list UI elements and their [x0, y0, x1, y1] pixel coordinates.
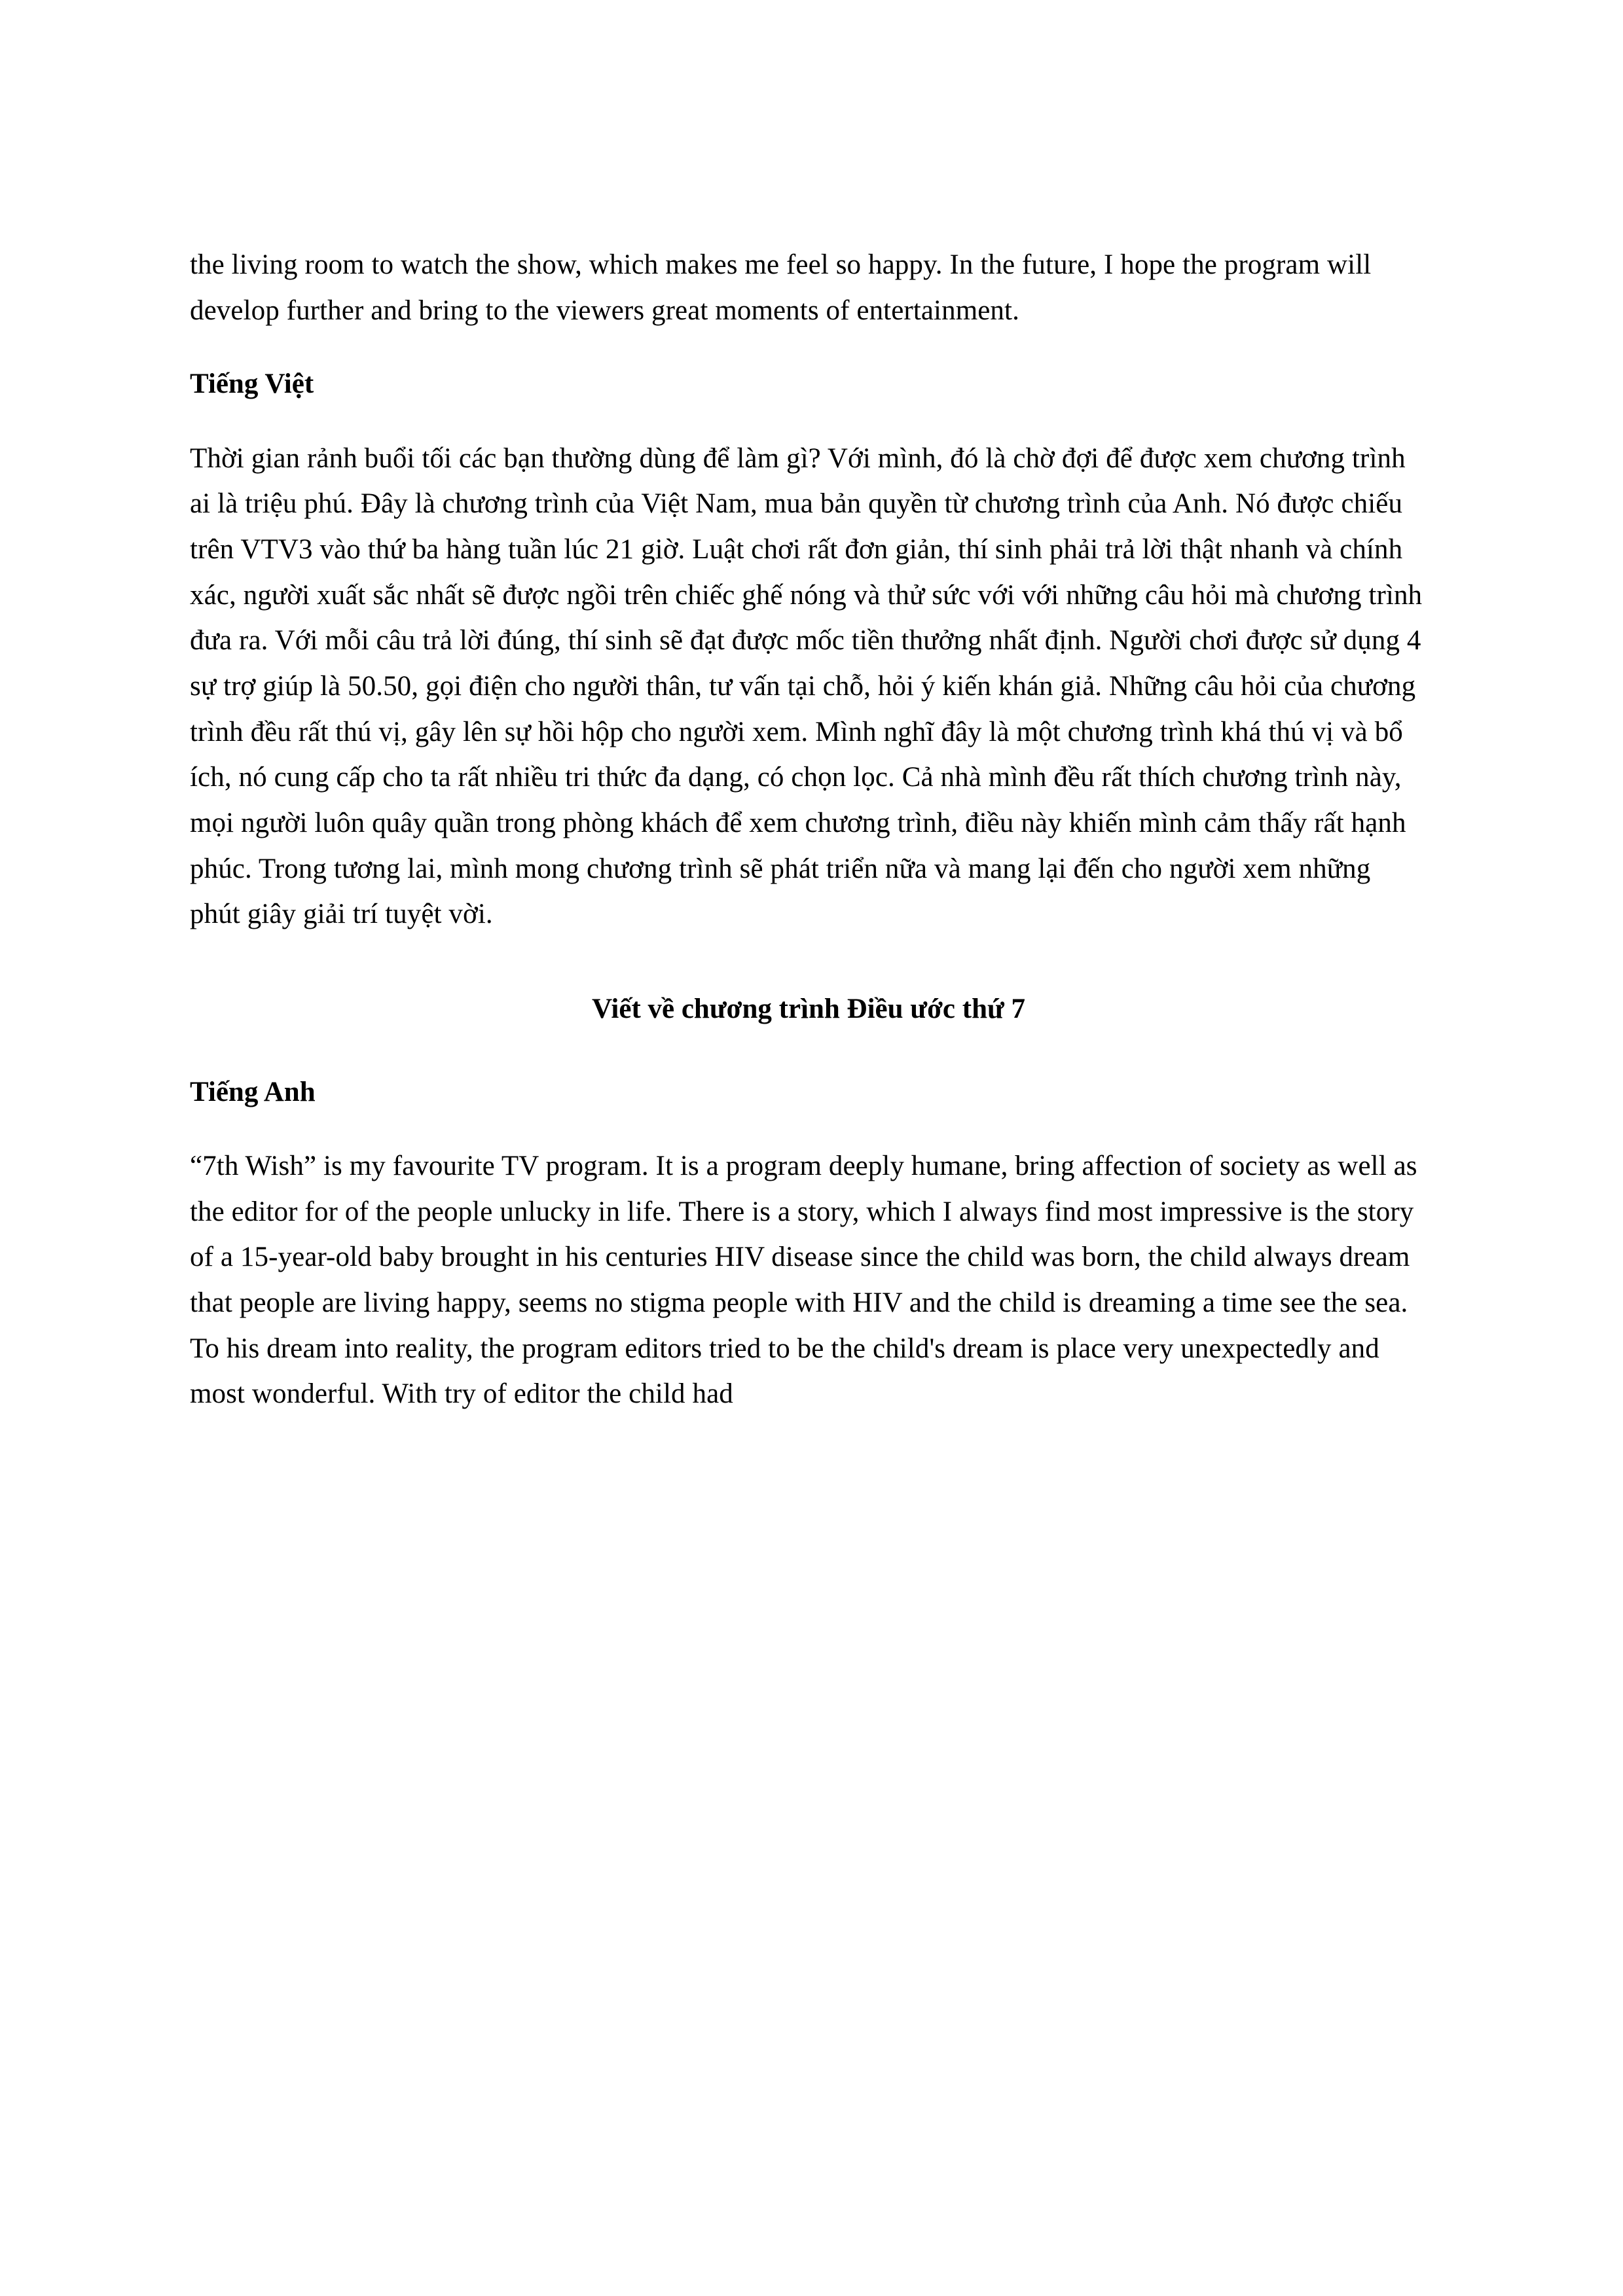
paragraph-vietnamese-millionaire: Thời gian rảnh buổi tối các bạn thường dùng để làm gì? Với mình, đó là chờ đợi để được xem chương trình ai là triệu phú. Đây là chương trình của Việt Nam, mua bản quyền từ chương trình của Anh. Nó được chiếu trên VTV3 vào thứ ba hàng tuần lúc 21 giờ. Luật chơi rất đơn giản, thí sinh phải trả lời thật nhanh và chính xác, người xuất sắc nhất sẽ được ngồi trên chiếc ghế nóng và thử sức với với những câu hỏi mà chương trình đưa ra. Với mỗi câu trả lời đúng, thí sinh sẽ đạt được mốc tiền thưởng nhất định. Người chơi được sử dụng 4 sự trợ giúp là 50.50, gọi điện cho người thân, tư vấn tại chỗ, hỏi ý kiến khán giả. Những câu hỏi của chương trình đều rất thú vị, gây lên sự hồi hộp cho người xem. Mình nghĩ đây là một chương trình khá thú vị và bổ ích, nó cung cấp cho ta rất nhiều tri thức đa dạng, có chọn lọc. Cả nhà mình đều rất thích chương trình này, mọi người luôn quây quần trong phòng khách để xem chương trình, điều này khiến mình cảm thấy rất hạnh phúc. Trong tương lai, mình mong chương trình sẽ phát triển nữa và mang lại đến cho người xem những phút giây giải trí tuyệt vời.: [190, 442, 1423, 930]
section-title-dieu-uoc-thu-7: Viết về chương trình Điều ước thứ 7: [591, 994, 1026, 1025]
paragraph-english-7th-wish: “7th Wish” is my favourite TV program. It is a program deeply humane, bring affection of society as well as the editor for of the people unlucky in life. There is a story, which I always find most impressive is the story of a 15-year-old baby brought in his centuries HIV disease since the child was born, the child always dream that people are living happy, seems no stigma people with HIV and the child is dreaming a time see the sea. To his dream into reality, the program editors tried to be the child's dream is place very unexpectedly and most wonderful. With try of editor the child had: [190, 1151, 1417, 1410]
document-body: [190, 242, 1427, 1417]
heading-tieng-anh: Tiếng Anh: [190, 1076, 316, 1107]
paragraph-english-continuation: the living room to watch the show, which makes me feel so happy. In the future, I hope the program will develop further and bring to the viewers great moments of entertainment.: [190, 249, 1372, 326]
heading-tieng-viet: Tiếng Việt: [190, 368, 314, 400]
